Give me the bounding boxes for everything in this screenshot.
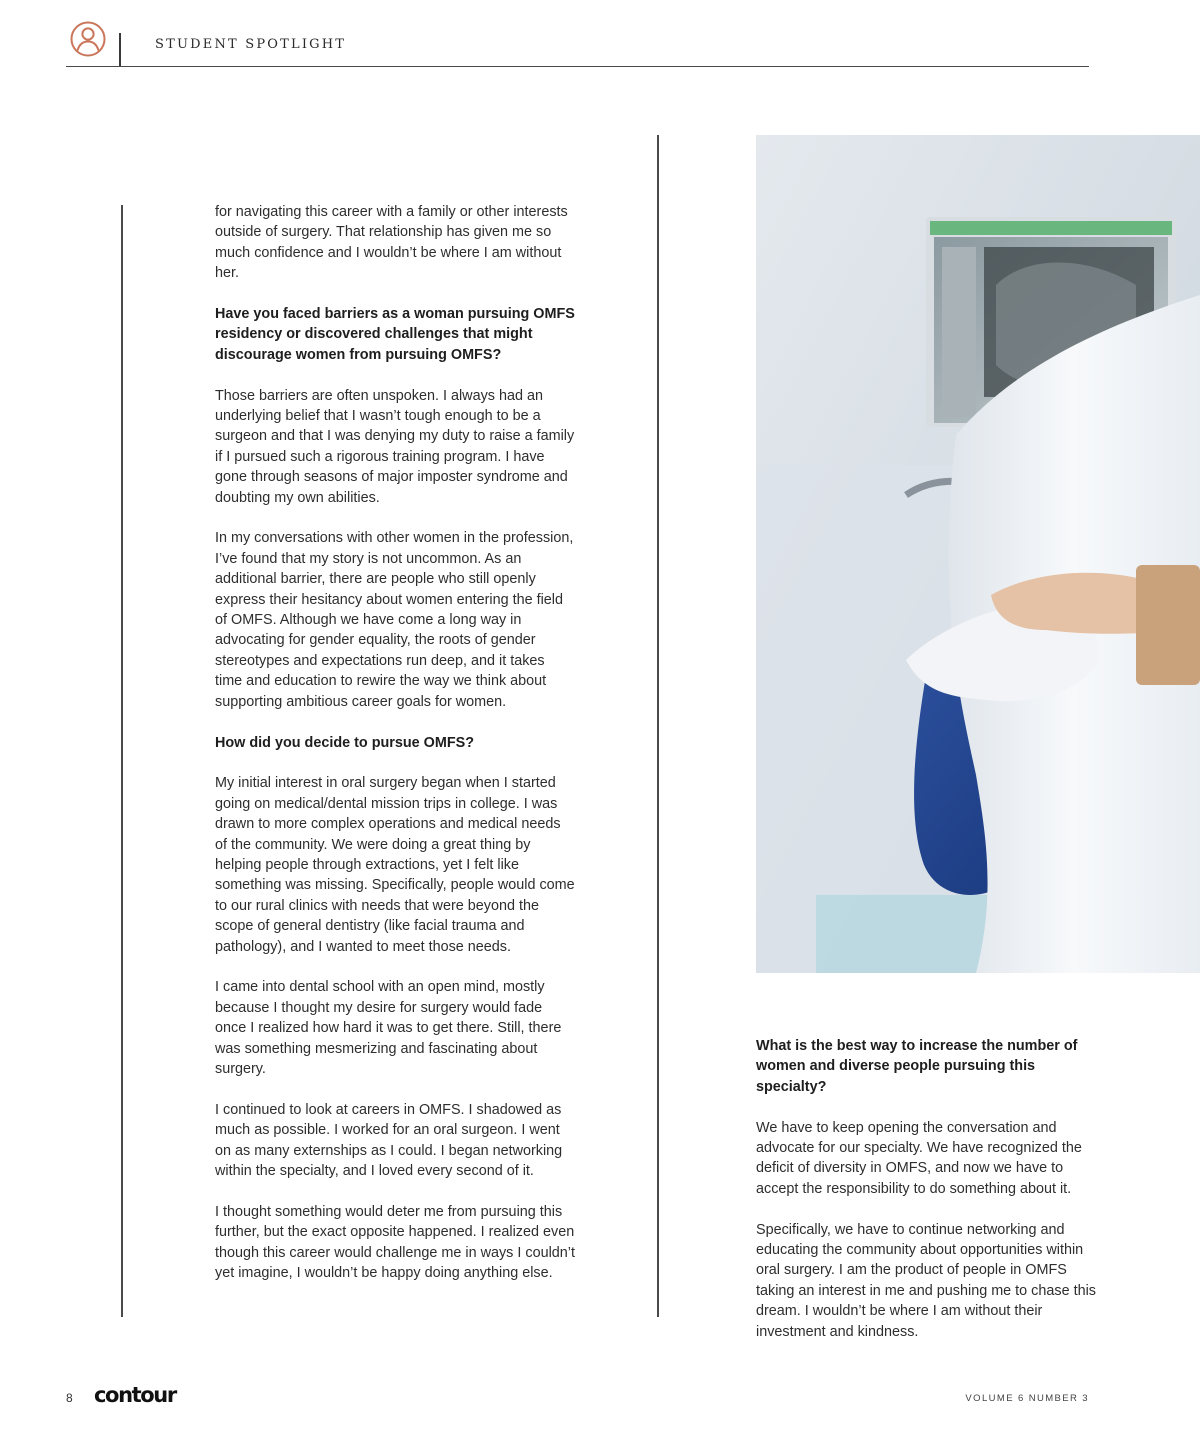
brand-logo: contour	[94, 1383, 176, 1407]
interview-question: Have you faced barriers as a woman pursuing OMFS residency or discovered challenges that might discourage women from pursuing OMFS?	[215, 306, 575, 363]
paragraph: In my conversations with other women in the profession, I’ve found that my story is not uncommon. As an additional barrier, there are people who still openly express their hesitancy about women entering the field of OMFS. Although we have come a long way in advocating for gender equality, the roots of gender stereotypes and expectations run deep, and it takes time and education to rewire the way we think about supporting ambitious career goals for women.	[215, 530, 574, 710]
article-left-column	[215, 202, 575, 1283]
paragraph: I came into dental school with an open mind, mostly because I thought my desire for surgery would fade once I realized how hard it was to get there. Still, there was something mesmerizing and fascinating about surgery.	[215, 979, 562, 1077]
interview-question: How did you decide to pursue OMFS?	[215, 734, 475, 751]
paragraph: I thought something would deter me from pursuing this further, but the exact opposite happened. I realized even though this career would challenge me in ways I couldn’t yet imagine, I wouldn’t be happy doing anything else.	[215, 1203, 575, 1281]
person-icon	[70, 21, 106, 57]
header-rule	[66, 66, 1089, 67]
paragraph: Those barriers are often unspoken. I always had an underlying belief that I wasn’t tough enough to be a surgeon and that I was denying my duty to raise a family if I pursued such a rigorous training program. I have gone through seasons of major imposter syndrome and doubting my own abilities.	[215, 387, 575, 506]
paragraph: I continued to look at careers in OMFS. I shadowed as much as possible. I worked for an oral surgeon. I went on as many externships as I could. I began networking within the specialty, and I loved every second of it.	[215, 1101, 563, 1179]
clinic-photo	[756, 135, 1200, 973]
section-label: STUDENT SPOTLIGHT	[155, 37, 347, 52]
header-divider	[119, 33, 121, 66]
left-column-rule	[121, 205, 123, 1317]
center-column-rule	[657, 135, 659, 1317]
article-right-column	[756, 1036, 1104, 1342]
page-number: 8	[66, 1391, 73, 1405]
paragraph: for navigating this career with a family or other interests outside of surgery. That relationship has given me so much confidence and I wouldn’t be where I am without her.	[215, 204, 568, 282]
paragraph: We have to keep opening the conversation and advocate for our specialty. We have recognized the deficit of diversity in OMFS, and now we have to accept the responsibility to do something about it.	[756, 1119, 1082, 1197]
issue-label: VOLUME 6 NUMBER 3	[965, 1393, 1089, 1404]
interview-question: What is the best way to increase the number of women and diverse people pursuing this specialty?	[756, 1038, 1078, 1095]
paragraph: My initial interest in oral surgery began when I started going on medical/dental mission trips in college. I was drawn to more complex operations and medical needs of the community. We were doing a great thing by helping people through extractions, yet I felt like something was missing. Specifically, people would come to our rural clinics with needs that were beyond the scope of general dentistry (like facial trauma and pathology), and I wanted to meet those needs.	[215, 775, 575, 955]
paragraph: Specifically, we have to continue networking and educating the community about opportunities within oral surgery. I am the product of people in OMFS taking an interest in me and pushing me to chase this dream. I wouldn’t be where I am without their investment and kindness.	[756, 1221, 1096, 1340]
